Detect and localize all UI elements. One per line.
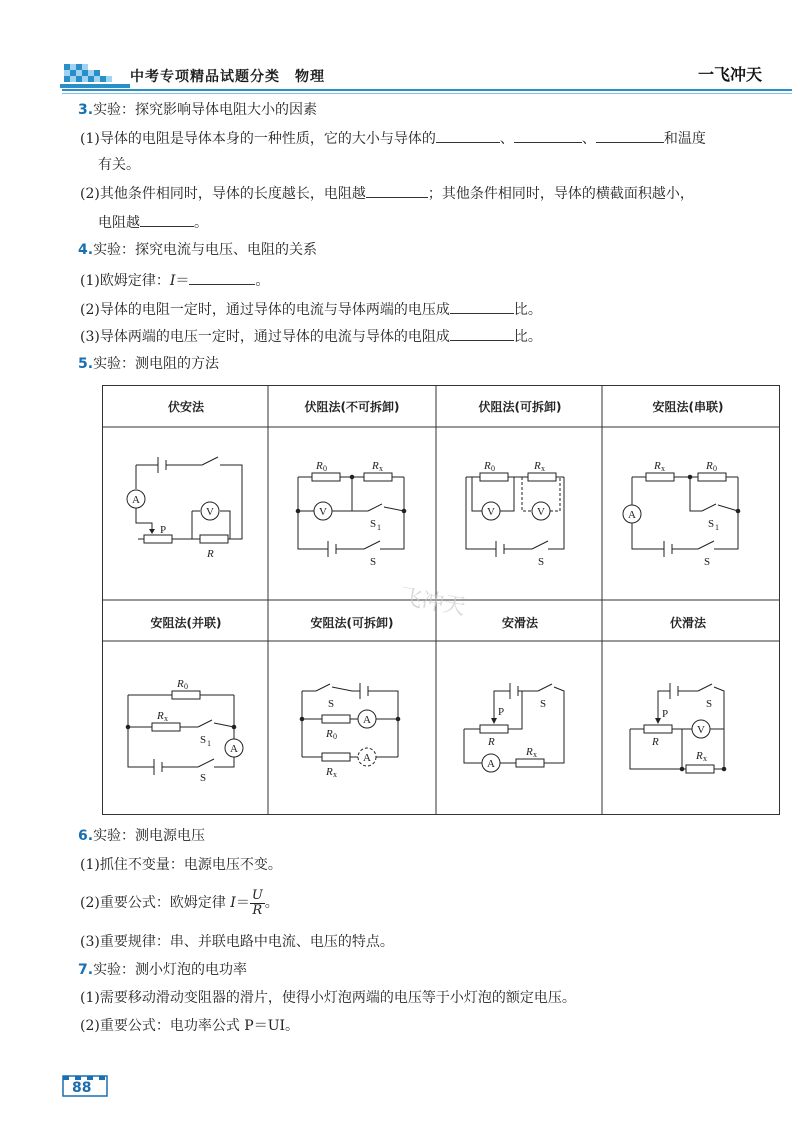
svg-text:P: P	[160, 524, 167, 536]
svg-text:S: S	[328, 698, 335, 710]
header-checker-logo	[60, 60, 130, 92]
item-3-p1-text-b: 和温度	[663, 131, 706, 147]
svg-text:A: A	[628, 509, 636, 521]
item-4-p3	[80, 326, 542, 347]
svg-text:R: R	[372, 460, 379, 472]
table-header: 伏阻法(不可拆卸)	[304, 400, 400, 414]
answer-blank[interactable]	[436, 128, 500, 143]
item-4-p2	[80, 299, 542, 320]
item-4-p2-text: (2)导体的电阻一定时，通过导体的电流与导体两端的电压成	[80, 302, 450, 318]
svg-text:V: V	[537, 506, 545, 518]
item-6-number: 6.	[78, 828, 94, 844]
item-3-p2	[80, 183, 694, 204]
item-6-p2	[80, 888, 279, 918]
item-7-p2: (2)重要公式：电功率公式 P＝UI。	[80, 1018, 300, 1034]
svg-text:0: 0	[333, 732, 337, 741]
header-rule	[62, 89, 792, 91]
svg-text:x: x	[541, 464, 545, 473]
header-brand: 一飞冲天	[698, 65, 763, 84]
item-7-title: 实验：测小灯泡的电功率	[93, 962, 248, 978]
table-header: 安阻法(串联)	[652, 400, 724, 414]
page-number: 88	[72, 1080, 92, 1096]
svg-text:S: S	[370, 556, 377, 568]
item-4-p1-eq: ＝	[175, 273, 190, 289]
item-3-heading	[78, 100, 317, 120]
item-4-p1-end: 。	[255, 273, 270, 289]
svg-text:0: 0	[323, 464, 327, 473]
item-3-p2c-text: 电阻越	[98, 215, 140, 231]
svg-text:1: 1	[377, 523, 381, 532]
item-6-heading	[78, 826, 205, 846]
svg-text:V: V	[206, 506, 214, 518]
svg-text:0: 0	[184, 682, 188, 691]
circuit-voltmeter-resistor-fixed	[296, 473, 406, 557]
header-rule-thin	[62, 93, 792, 94]
header-title: 中考专项精品试题分类 物理	[130, 69, 325, 85]
fraction-numerator: U	[251, 887, 263, 903]
table-header: 安滑法	[501, 616, 538, 630]
svg-text:S: S	[706, 698, 713, 710]
svg-text:S: S	[200, 772, 207, 784]
fraction-denominator: R	[252, 902, 263, 918]
answer-blank[interactable]	[189, 270, 255, 285]
item-3-number: 3.	[78, 102, 94, 118]
svg-text:A: A	[487, 758, 495, 770]
svg-text:S: S	[704, 556, 711, 568]
svg-text:A: A	[363, 714, 371, 726]
svg-text:R: R	[177, 678, 184, 690]
table-header: 伏阻法(可拆卸)	[478, 400, 562, 414]
svg-text:x: x	[661, 464, 665, 473]
answer-blank[interactable]	[450, 299, 514, 314]
table-header: 伏安法	[167, 400, 204, 414]
svg-text:R: R	[484, 460, 491, 472]
item-6-p2-eq: ＝	[235, 895, 250, 911]
table-header: 安阻法(可拆卸)	[310, 616, 394, 630]
svg-text:R: R	[696, 750, 703, 762]
svg-text:R: R	[488, 736, 495, 748]
item-4-p1	[80, 270, 269, 291]
svg-text:x: x	[533, 750, 537, 759]
svg-text:x: x	[164, 714, 168, 723]
item-3-p1c: 有关。	[98, 157, 140, 173]
item-6-p1: (1)抓住不变量：电源电压不变。	[80, 857, 282, 873]
svg-text:x: x	[379, 464, 383, 473]
svg-text:1: 1	[715, 523, 719, 532]
answer-blank[interactable]	[514, 128, 582, 143]
table-header: 伏滑法	[669, 616, 706, 630]
circuit-ammeter-resistor-series	[623, 473, 740, 557]
item-5-title: 实验：测电阻的方法	[93, 356, 220, 372]
item-4-p3-text-b: 比。	[513, 329, 542, 345]
item-3-p2-text-b: ；其他条件相同时，导体的横截面积越小，	[427, 186, 694, 202]
svg-text:A: A	[132, 494, 140, 506]
svg-text:A: A	[230, 743, 238, 755]
svg-text:S: S	[200, 734, 207, 746]
item-4-number: 4.	[78, 242, 94, 258]
svg-text:S: S	[538, 556, 545, 568]
item-3-p2c	[98, 212, 208, 233]
answer-blank[interactable]	[366, 183, 428, 198]
item-3-title: 实验：探究影响导体电阻大小的因素	[93, 102, 318, 118]
svg-text:R: R	[326, 766, 333, 778]
item-3-p1-text: (1)导体的电阻是导体本身的一种性质，它的大小与导体的	[80, 131, 436, 147]
svg-text:R: R	[706, 460, 713, 472]
svg-text:S: S	[540, 698, 547, 710]
item-4-p3-text: (3)导体两端的电压一定时，通过导体的电流与导体的电阻成	[80, 329, 450, 345]
svg-text:P: P	[498, 706, 505, 718]
svg-text:x: x	[703, 754, 707, 763]
item-6-p3: (3)重要规律：串、并联电路中电流、电压的特点。	[80, 934, 394, 950]
circuit-voltmeter-rheostat	[630, 683, 726, 773]
item-5-heading	[78, 354, 219, 374]
svg-text:R: R	[526, 746, 533, 758]
table-header: 安阻法(并联)	[150, 616, 222, 630]
svg-text:R: R	[534, 460, 541, 472]
item-6-title: 实验：测电源电压	[93, 828, 206, 844]
circuit-ammeter-resistor-parallel	[126, 691, 243, 775]
item-4-title: 实验：探究电流与电压、电阻的关系	[93, 242, 318, 258]
circuit-volt-ammeter	[127, 457, 242, 543]
svg-text:S: S	[370, 518, 377, 530]
item-3-p2-text: (2)其他条件相同时，导体的长度越长，电阻越	[80, 186, 366, 202]
answer-blank[interactable]	[596, 128, 664, 143]
item-6-p2-var: I	[230, 895, 236, 911]
svg-text:R: R	[207, 548, 214, 560]
svg-text:V: V	[319, 506, 327, 518]
svg-text:V: V	[487, 506, 495, 518]
svg-text:R: R	[652, 736, 659, 748]
svg-text:A: A	[363, 752, 371, 764]
item-7-p1: (1)需要移动滑动变阻器的滑片，使得小灯泡两端的电压等于小灯泡的额定电压。	[80, 990, 576, 1006]
answer-blank[interactable]	[140, 212, 194, 227]
answer-blank[interactable]	[450, 326, 514, 341]
item-3-p2d-text: 。	[194, 215, 208, 231]
item-4-p1-var: I	[169, 273, 176, 289]
svg-text:R: R	[654, 460, 661, 472]
circuit-ammeter-rheostat	[464, 683, 564, 772]
item-6-p2-end: 。	[264, 895, 279, 911]
svg-text:R: R	[316, 460, 323, 472]
svg-text:R: R	[157, 710, 164, 722]
svg-text:R: R	[326, 728, 333, 740]
item-4-heading	[78, 240, 317, 260]
svg-text:0: 0	[713, 464, 717, 473]
svg-text:0: 0	[491, 464, 495, 473]
item-5-number: 5.	[78, 356, 94, 372]
watermark: 飞冲天	[397, 584, 468, 621]
item-7-number: 7.	[78, 962, 94, 978]
formula-fraction	[250, 889, 265, 918]
svg-text:P: P	[662, 708, 669, 720]
circuit-ammeter-resistor-removable	[300, 683, 400, 761]
svg-text:V: V	[697, 724, 705, 736]
item-4-p2-text-b: 比。	[513, 302, 542, 318]
item-7-heading	[78, 960, 247, 980]
svg-text:S: S	[708, 518, 715, 530]
item-6-p2-text: (2)重要公式：欧姆定律	[80, 895, 226, 911]
item-4-p1-text: (1)欧姆定律：	[80, 273, 170, 289]
item-3-p1: (1)导体的电阻是导体本身的一种性质，它的大小与导体的 、 、 和温度	[80, 128, 706, 149]
svg-text:x: x	[333, 770, 337, 779]
svg-text:1: 1	[207, 739, 211, 748]
